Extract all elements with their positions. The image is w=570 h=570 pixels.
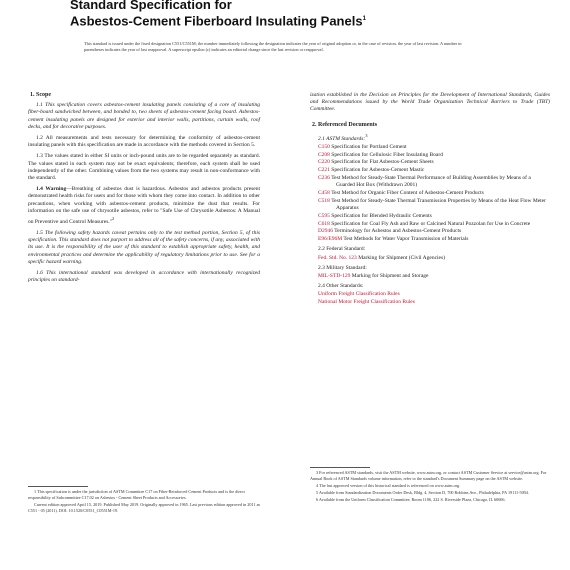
scope-paragraph-1-1: 1.1 This specification covers asbestos-cement insulating panels consisting of a core of insulating fiber-board sandwiched between, and bonded to, two sheets of asbestos-cement facing board. Asbestos-cement insulating panels are designed for exterior and interior walls, partitions, curtain walls, roof decks, and for decorative purposes.	[28, 102, 260, 130]
other-standard-item[interactable]: National Motor Freight Classification Rules	[318, 299, 415, 306]
astm-reference-title: Test Method for Organic Fiber Content of Asbestos-Cement Products	[331, 190, 484, 197]
astm-reference-title: Terminology for Asbestos and Asbestos-Cement Products	[334, 228, 462, 235]
astm-reference-title: Specification for Coal Fly Ash and Raw or Calcined Natural Pozzolan for Use in Concrete	[331, 220, 531, 227]
astm-reference-title: Specification for Asbestos-Cement Mastic	[331, 167, 425, 174]
footnote: 3 For referenced ASTM standards, visit the ASTM website, www.astm.org, or contact ASTM Customer Service at service@astm.org. For Annual Book of ASTM Standards volume information, refer to the standard's Document Summary page on the ASTM website.	[310, 470, 547, 481]
footnote-divider-left	[28, 486, 88, 487]
astm-reference-code: C221	[318, 167, 330, 174]
right-column	[310, 92, 550, 307]
scope-heading: 1. Scope	[30, 92, 51, 98]
scope-paragraph-1-3: 1.3 The values stated in either SI units or inch-pound units are to be regarded separately as standard. The values stated in each system may not be exact equivalents; therefore, each system shall be used independently of the other. Combining values from the two systems may result in non-conformance with the standard.	[28, 153, 260, 182]
astm-reference-code: C595	[318, 212, 330, 219]
document-title	[70, 0, 366, 28]
footnote: 1 This specification is under the jurisdiction of ASTM Committee C17 on Fiber-Reinforced Cement Products and is the direct responsibility of Subcommittee C17.02 on Asbestos - Cement Sheet Products and Accessories.	[28, 489, 245, 500]
astm-reference-item[interactable]	[318, 159, 550, 166]
astm-reference-item[interactable]	[318, 228, 550, 235]
scope-paragraph-1-6-continued: ization established in the Decision on Principles for the Development of International Standards, Guides and Recommendations issued by the World Trade Organization Technical Barriers to Trade (TBT) Committee.	[310, 92, 550, 113]
astm-reference-code: C458	[318, 190, 330, 197]
astm-reference-item[interactable]	[318, 175, 550, 189]
astm-reference-code: C518	[318, 197, 330, 204]
astm-reference-item[interactable]	[318, 236, 550, 243]
scope-paragraph-1-4: 1.4 Warning—Breathing of asbestos dust is hazardous. Asbestos and asbestos products present demonstrated health risks for users and for those with whom they come into contact. In addition to other precautions, when working with asbestos-cement products, minimize the dust that results. For information on the safe use of chrysotile asbestos, refer to "Safe Use of Chrysotile Asbestos: A Manual on Preventive and Control Measures."$^2$	[28, 186, 261, 225]
astm-reference-item[interactable]	[318, 221, 550, 228]
footnotes-left	[28, 489, 268, 515]
astm-reference-code: C618	[318, 220, 330, 227]
astm-reference-code: C208	[318, 151, 330, 158]
title-line-2: Asbestos-Cement Fiberboard Insulating Panels$^1$	[70, 13, 366, 29]
footnotes-right	[310, 470, 550, 504]
footnote: 6 Available from the Uniform Classification Committee, Room 1106, 222 S. Riverside Plaza, Chicago, IL 60606.	[316, 497, 506, 502]
title-line-1: Standard Specification for	[70, 0, 232, 12]
federal-standard-item[interactable]: Fed. Std. No. 123 Marking for Shipment (Civil Agencies)	[318, 254, 445, 261]
military-standard-label: 2.3 Military Standard:	[318, 264, 367, 271]
scope-paragraph-1-6: 1.6 This international standard was developed in accordance with internationally recognized principles on standard-	[28, 270, 260, 284]
astm-reference-title: Specification for Blended Hydraulic Cements	[331, 212, 432, 219]
left-column	[28, 92, 260, 289]
astm-reference-title: Test Method for Steady-State Thermal Performance of Building Assemblies by Means of a Guarded Hot Box (Withdrawn 2001)	[331, 175, 531, 189]
other-standard-item[interactable]: Uniform Freight Classification Rules	[318, 291, 400, 298]
astm-reference-code: E96/E96M	[318, 236, 343, 243]
footnote-divider-right	[310, 467, 370, 468]
scope-paragraph-1-5: 1.5 The following safety hazards caveat pertains only to the test method portion, Section 5, of this specification. This standard does not purport to address all of the safety concerns, if any, associated with its use. It is the responsibility of the user of this standard to establish appropriate safety, health, and environmental practices and determine the applicability of regulatory limitations prior to use. See for a specific hazard warning.	[28, 230, 260, 265]
astm-reference-item[interactable]	[318, 198, 550, 212]
scope-paragraph-1-2: 1.2 All measurements and tests necessary for determining the conformity of asbestos-cement insulating panels with this specification are made in accordance with the methods covered in Section 5.	[28, 135, 260, 149]
footnote: 4 The last approved version of this historical standard is referenced on www.astm.org.	[316, 483, 461, 488]
astm-reference-title: Specification for Cellulosic Fiber Insulating Board	[331, 151, 443, 158]
other-standards-label: 2.4 Other Standards:	[318, 283, 364, 290]
astm-reference-item[interactable]	[318, 152, 550, 159]
federal-standard-label: 2.2 Federal Standard:	[318, 246, 366, 253]
astm-reference-title: Specification for Flat Asbestos-Cement Sheets	[331, 159, 434, 166]
astm-reference-code: C220	[318, 159, 330, 166]
military-standard-item[interactable]: MIL-STD-129 Marking for Shipment and Storage	[318, 273, 429, 280]
designation-notice: This standard is issued under the fixed designation C551/C551M; the number immediately following the designation indicates the year of original adoption or, in the case of revision, the year of last revision. A number in parentheses indicates the year of last reapproval. A superscript epsilon (ε) indicates an editorial change since the last revision or reapproval.	[84, 41, 462, 53]
astm-reference-item[interactable]	[318, 213, 550, 220]
astm-reference-title: Specification for Portland Cement	[331, 143, 407, 150]
referenced-documents-heading: 2. Referenced Documents	[312, 121, 378, 128]
astm-reference-item[interactable]	[318, 167, 550, 174]
astm-reference-code: D2946	[318, 228, 333, 235]
astm-reference-title: Test Methods for Water Vapor Transmission of Materials	[343, 236, 469, 243]
astm-reference-item[interactable]	[318, 144, 550, 151]
astm-reference-code: C236	[318, 175, 330, 182]
astm-reference-code: C150	[318, 143, 330, 150]
astm-standards-label: 2.1 ASTM Standards:$^3$	[318, 132, 368, 142]
astm-reference-item[interactable]	[318, 190, 550, 197]
footnote: 5 Available from Standardization Documents Order Desk, Bldg. 4, Section D, 700 Robbins Ave., Philadelphia, PA 19111-5094.	[316, 490, 529, 495]
astm-reference-title: Test Method for Steady-State Thermal Transmission Properties by Means of the Heat Flow Meter Apparatus	[331, 197, 546, 212]
footnote: Current edition approved April 15, 2019. Published May 2019. Originally approved in 1965. Last previous edition approved in 2011 as C551 - 05 (2011). DOI: 10.1520/C0551_C0551M-19.	[28, 502, 261, 513]
astm-standards-list	[310, 144, 550, 244]
